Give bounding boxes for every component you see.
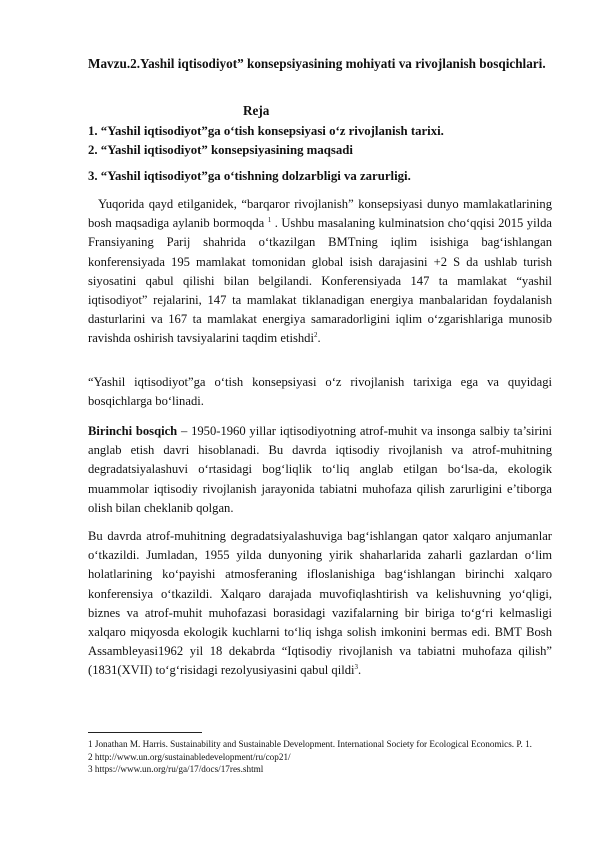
footnotes [88,738,558,776]
plan-item-2: 2. “Yashil iqtisodiyot” konsepsiyasining maqsadi [88,143,353,157]
paragraph-stages: “Yashil iqtisodiyot”ga o‘tish konsepsiyasi o‘z rivojlanish tarixiga ega va quyidagi bosqichlarga bo‘linadi. [88,375,552,409]
plan-heading: Reja [243,103,270,118]
footnote-ref-3[interactable]: 3 [354,663,359,672]
footnote-ref-1[interactable]: 1 [267,216,272,225]
first-stage-text: – 1950-1960 yillar iqtisodiyotning atrof-muhit va insonga salbiy ta’sirini anglab etish davri hisoblanadi. Bu davrda iqtisodiy rivojlanish va atrof-muhitning degradatsiyalashuvi o‘rtasidagi bog‘liqlik to‘liq anglab etilgan bo‘lsa-da, ekologik muammolar iqtisodiy rivojlanish jarayonida tabiatni muhofaza qilish zarurligini e’tiborga olish bilan cheklanib qolgan. [88,424,552,515]
paragraph-intro [88,195,552,349]
footnote-2[interactable]: 2 http://www.un.org/sustainabledevelopment/ru/cop21/ [88,751,291,762]
footnote-3[interactable]: 3 https://www.un.org/ru/ga/17/docs/17res.shtml [88,764,264,774]
paragraph-intro-text-a: Yuqorida qayd etilganidek, “barqaror rivojlanish” konsepsiyasi dunyo mamlakatlarining bosh maqsadiga aylanib bormoqda [88,197,552,231]
paragraph-intro-text-b: . Ushbu masalaning kulminatsion cho‘qqisi 2015 yilda Fransiyaning Parij shahrida o‘tkazilgan BMTning iqlim isishiga bag‘ishlangan konferensiyada 195 mamlakat tomonidan global isish darajasini +2 S da ushlab turish siyosatini qabul qilishi bilan belgilandi. Konferensiyada 147 ta mamlakat “yashil iqtisodiyot” rejalarini, 147 ta mamlakat tiklanadigan energiya manbalaridan foydalanish dasturlarini va 167 ta mamlakat energiya samaradorligini iqlim o‘zgarishlariga munosib ravishda oshirish tavsiyalarini taqdim etishdi [88,216,552,346]
topic-title: Mavzu.2.Yashil iqtisodiyot” konsepsiyasining mohiyati va rivojlanish bosqichlari. [88,56,546,71]
footnote-1: 1 Jonathan M. Harris. Sustainability and Sustainable Development. International Society for Ecological Economics. P. 1. [88,739,532,749]
plan-item-1: 1. “Yashil iqtisodiyot”ga o‘tish konsepsiyasi o‘z rivojlanish tarixi. [88,124,444,138]
paragraph-intro-text-c: . [317,331,321,346]
conferences-end: . [358,663,362,678]
paragraph-first-stage [88,422,552,518]
footnote-separator [88,732,202,733]
plan-item-3: 3. “Yashil iqtisodiyot”ga o‘tishning dolzarbligi va zarurligi. [88,169,411,183]
conferences-text: Bu davrda atrof-muhitning degradatsiyalashuviga bag‘ishlangan qator xalqaro anjumanlar o‘tkazildi. Jumladan, 1955 yilda dunyoning yirik shaharlarida zaharli gazlardan o‘lim holatlarining ko‘payishi atmosferaning ifloslanishiga bag‘ishlangan birinchi xalqaro konferensiya o‘tkazildi. Xalqaro darajada muvofiqlashtirish va kelishuvning yo‘qligi, biznes va atrof-muhit muhofazasi borasidagi vazifalarning bir biriga to‘g‘ri kelmasligi xalqaro miqyosda ekologik kuchlarni to‘liq ishga solish imkonini bermas edi. BMT Bosh Assambleyasi1962 yil 18 dekabrda “Iqtisodiy rivojlanish va tabiatni muhofaza qilish” (1831(XVII) to‘g‘risidagi rezolyusiyasini qabul qildi [88,529,552,678]
paragraph-conferences [88,527,552,681]
first-stage-label: Birinchi bosqich [88,424,178,438]
footnote-ref-2[interactable]: 2 [313,331,318,340]
